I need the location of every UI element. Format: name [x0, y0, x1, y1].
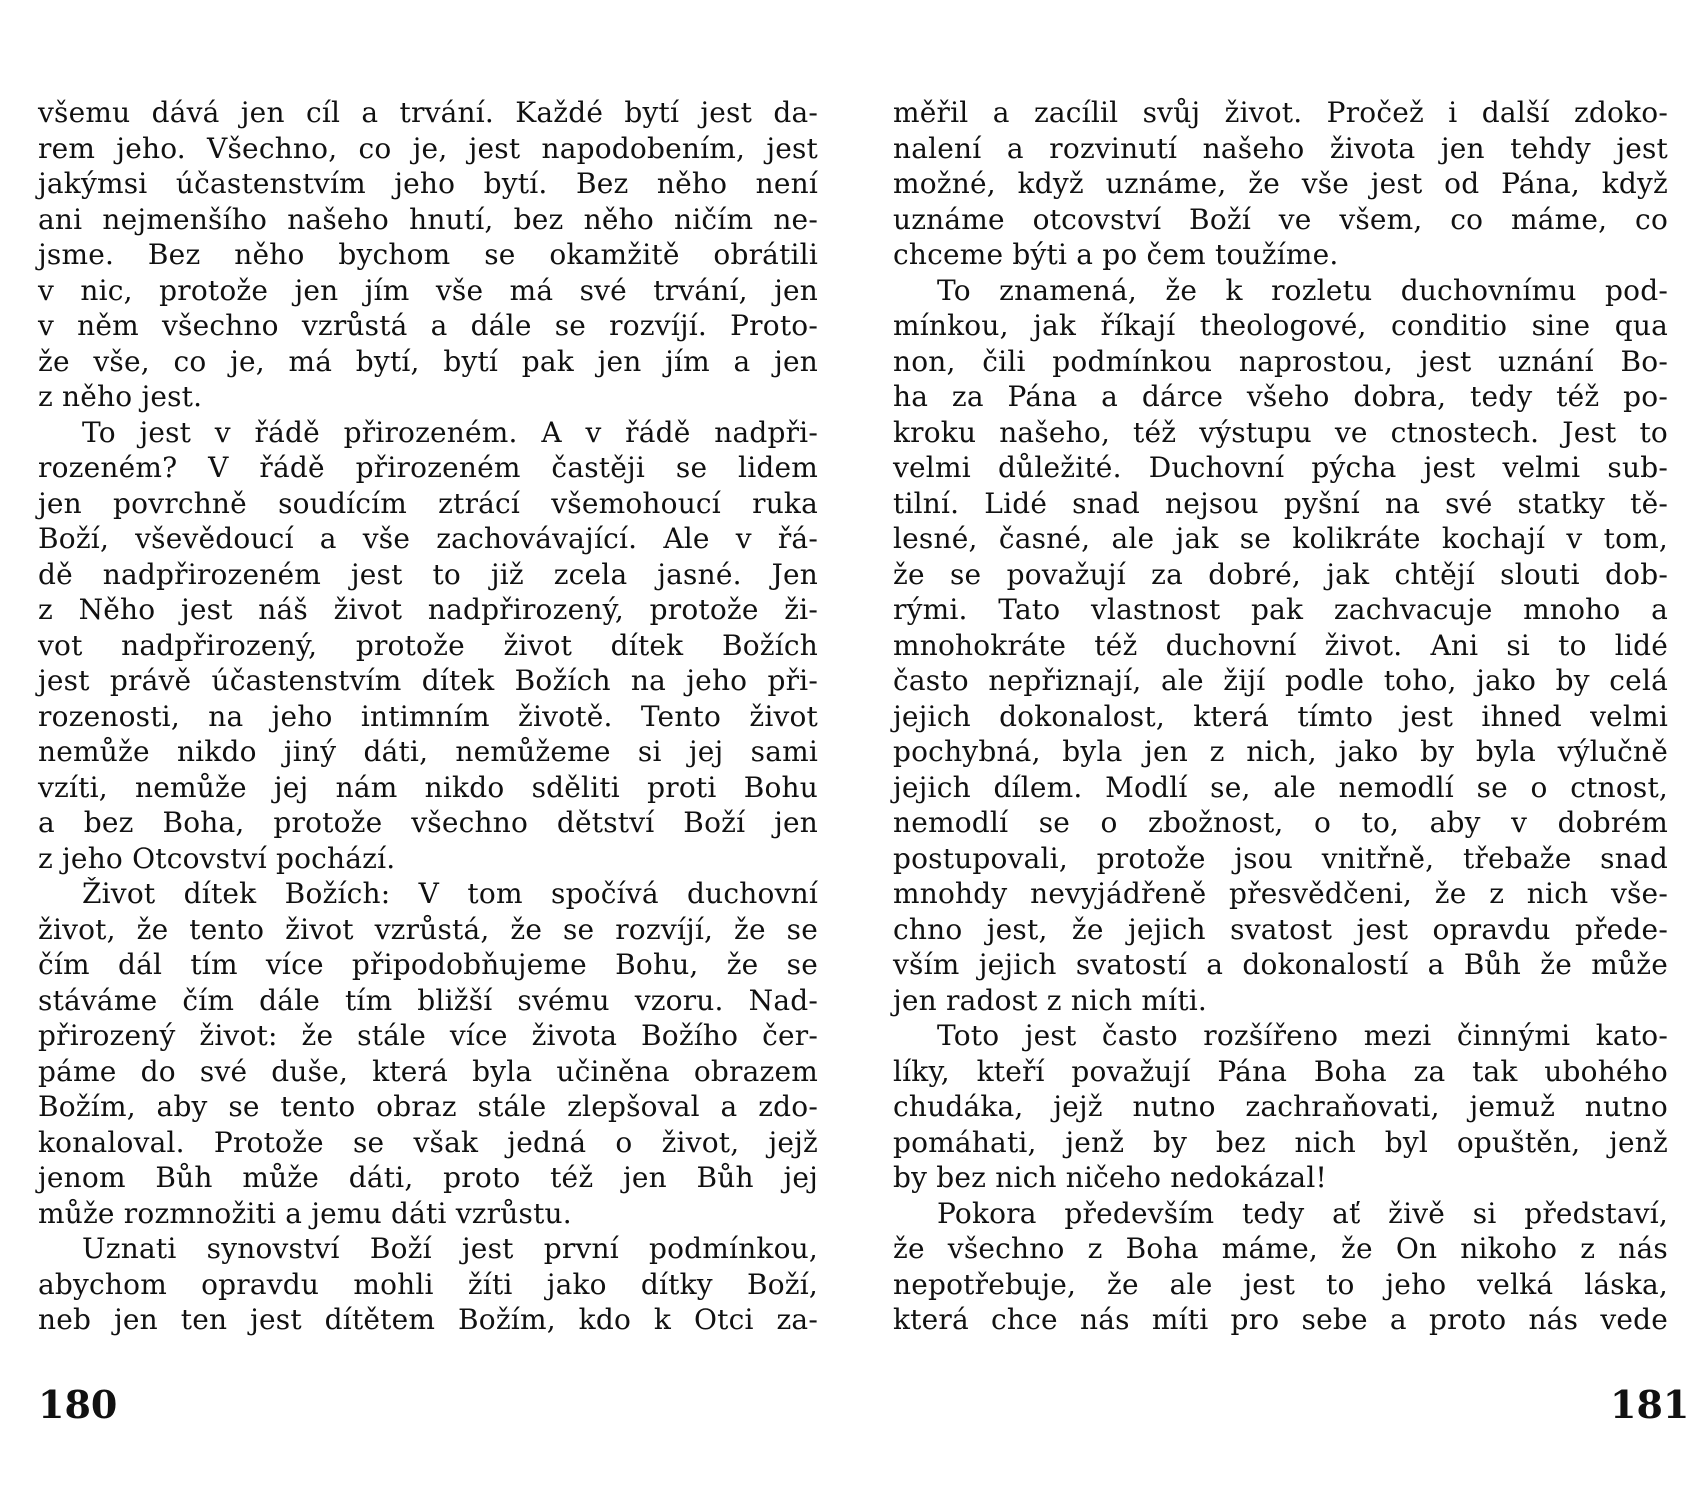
text-line: Uznati synovství Boží jest první podmínkou,	[82, 1232, 818, 1265]
text-line: abychom opravdu mohli žíti jako dítky Boží,	[38, 1267, 818, 1301]
text-line: stáváme čím dále tím bližší svému vzoru. Nad-	[38, 983, 818, 1017]
page-number-right: 181	[1610, 1382, 1690, 1427]
page-number-left: 180	[38, 1382, 118, 1427]
text-line: pomáhati, jenž by bez nich byl opuštěn, jenž	[893, 1125, 1668, 1159]
text-line: nalení a rozvinutí našeho života jen tehdy jest	[893, 131, 1668, 165]
text-line: přirozený život: že stále více života Božího čer-	[38, 1019, 818, 1052]
text-line: jen radost z nich míti.	[893, 983, 1208, 1017]
text-line: chudáka, jejž nutno zachraňovati, jemuž nutno	[893, 1090, 1668, 1123]
text-line: vzíti, nemůže jej nám nikdo sděliti proti Bohu	[38, 770, 818, 804]
text-line: že vše, co je, má bytí, bytí pak jen jím a jen	[38, 344, 818, 378]
text-line: vším jejich svatostí a dokonalostí a Bůh že může	[893, 948, 1668, 981]
text-line: která chce nás míti pro sebe a proto nás vede	[893, 1303, 1668, 1336]
text-line: v nic, protože jen jím vše má své trvání, jen	[38, 273, 818, 307]
text-line: mnohokráte též duchovní život. Ani si to lidé	[893, 628, 1668, 662]
text-line: To jest v řádě přirozeném. A v řádě nadpři-	[82, 415, 818, 449]
text-line: postupovali, protože jsou vnitřně, třebaže snad	[893, 841, 1668, 875]
text-line: ha za Pána a dárce všeho dobra, tedy též po-	[893, 380, 1668, 413]
text-line: rozeném? V řádě přirozeném častěji se lidem	[38, 451, 818, 484]
text-line: jenom Bůh může dáti, proto též jen Bůh jej	[38, 1161, 818, 1194]
text-line: pochybná, byla jen z nich, jako by byla výlučně	[893, 735, 1668, 768]
text-line: dě nadpřirozeném jest to již zcela jasné. Jen	[38, 557, 818, 591]
text-line: konaloval. Protože se však jedná o život, jejž	[38, 1125, 818, 1159]
text-line: páme do své duše, která byla učiněna obrazem	[38, 1054, 818, 1088]
right-page	[893, 95, 1668, 1338]
text-line: jejich dokonalost, která tímto jest ihned velmi	[893, 699, 1668, 733]
text-line: v něm všechno vzrůstá a dále se rozvíjí. Proto-	[38, 309, 818, 342]
text-line: čím dál tím více připodobňujeme Bohu, že se	[38, 948, 818, 981]
text-line: tilní. Lidé snad nejsou pyšní na své statky tě-	[893, 486, 1668, 520]
text-line: mnohdy nevyjádřeně přesvědčeni, že z nich vše-	[893, 877, 1668, 910]
text-line: chno jest, že jejich svatost jest opravdu přede-	[893, 912, 1668, 946]
text-line: často nepřiznají, ale žijí podle toho, jako by celá	[893, 664, 1668, 697]
text-line: měřil a zacílil svůj život. Pročež i další zdoko-	[893, 96, 1668, 129]
text-line: nemodlí se o zbožnost, o to, aby v dobrém	[893, 806, 1668, 839]
text-line: ani nejmenšího našeho hnutí, bez něho ničím ne-	[38, 202, 818, 236]
text-line: velmi důležité. Duchovní pýcha jest velmi sub-	[893, 451, 1668, 484]
text-line: z něho jest.	[38, 380, 203, 413]
text-line: život, že tento život vzrůstá, že se rozvíjí, že se	[38, 912, 818, 946]
text-line: rými. Tato vlastnost pak zachvacuje mnoho a	[893, 593, 1668, 626]
text-line: jejich dílem. Modlí se, ale nemodlí se o ctnost,	[893, 770, 1668, 804]
text-line: neb jen ten jest dítětem Božím, kdo k Otci za-	[38, 1303, 818, 1336]
text-line: může rozmnožiti a jemu dáti vzrůstu.	[38, 1196, 572, 1230]
text-line: Život dítek Božích: V tom spočívá duchovní	[82, 877, 818, 910]
text-line: a bez Boha, protože všechno dětství Boží jen	[38, 806, 818, 839]
text-line: by bez nich ničeho nedokázal!	[893, 1161, 1327, 1194]
text-line: Toto jest často rozšířeno mezi činnými kato-	[937, 1019, 1668, 1052]
text-line: jen povrchně soudícím ztrácí všemohoucí ruka	[38, 486, 818, 520]
left-page	[38, 95, 818, 1338]
text-line: Pokora především tedy ať živě si představí,	[937, 1196, 1668, 1230]
text-line: líky, kteří považují Pána Boha za tak ubohého	[893, 1054, 1668, 1088]
text-line: Božím, aby se tento obraz stále zlepšoval a zdo-	[38, 1090, 818, 1123]
text-line: To znamená, že k rozletu duchovnímu pod-	[937, 273, 1668, 307]
text-line: vot nadpřirozený, protože život dítek Božích	[38, 628, 818, 662]
text-line: mínkou, jak říkají theologové, conditio sine qua	[893, 309, 1668, 342]
text-line: non, čili podmínkou naprostou, jest uznání Bo-	[893, 344, 1668, 378]
text-line: všemu dává jen cíl a trvání. Každé bytí jest da-	[38, 96, 818, 129]
text-line: chceme býti a po čem toužíme.	[893, 238, 1339, 271]
text-line: z jeho Otcovství pochází.	[38, 841, 396, 875]
text-line: nemůže nikdo jiný dáti, nemůžeme si jej sami	[38, 735, 818, 768]
text-line: nepotřebuje, že ale jest to jeho velká láska,	[893, 1267, 1668, 1301]
text-line: možné, když uznáme, že vše jest od Pána, když	[893, 167, 1668, 200]
text-line: jest právě účastenstvím dítek Božích na jeho při-	[38, 664, 818, 697]
text-line: rem jeho. Všechno, co je, jest napodobením, jest	[38, 131, 818, 165]
text-line: uznáme otcovství Boží ve všem, co máme, co	[893, 202, 1668, 236]
text-line: z Něho jest náš život nadpřirozený, protože ži-	[38, 593, 818, 626]
text-line: rozenosti, na jeho intimním životě. Tento život	[38, 699, 818, 733]
text-line: jsme. Bez něho bychom se okamžitě obrátili	[38, 238, 818, 271]
text-line: jakýmsi účastenstvím jeho bytí. Bez něho není	[38, 167, 818, 200]
text-line: že se považují za dobré, jak chtějí slouti dob-	[893, 557, 1668, 591]
text-line: že všechno z Boha máme, že On nikoho z nás	[893, 1232, 1668, 1265]
text-line: lesné, časné, ale jak se kolikráte kochají v tom,	[893, 522, 1668, 555]
text-line: Boží, vševědoucí a vše zachovávající. Ale v řá-	[38, 522, 818, 555]
text-line: kroku našeho, též výstupu ve ctnostech. Jest to	[893, 415, 1668, 449]
